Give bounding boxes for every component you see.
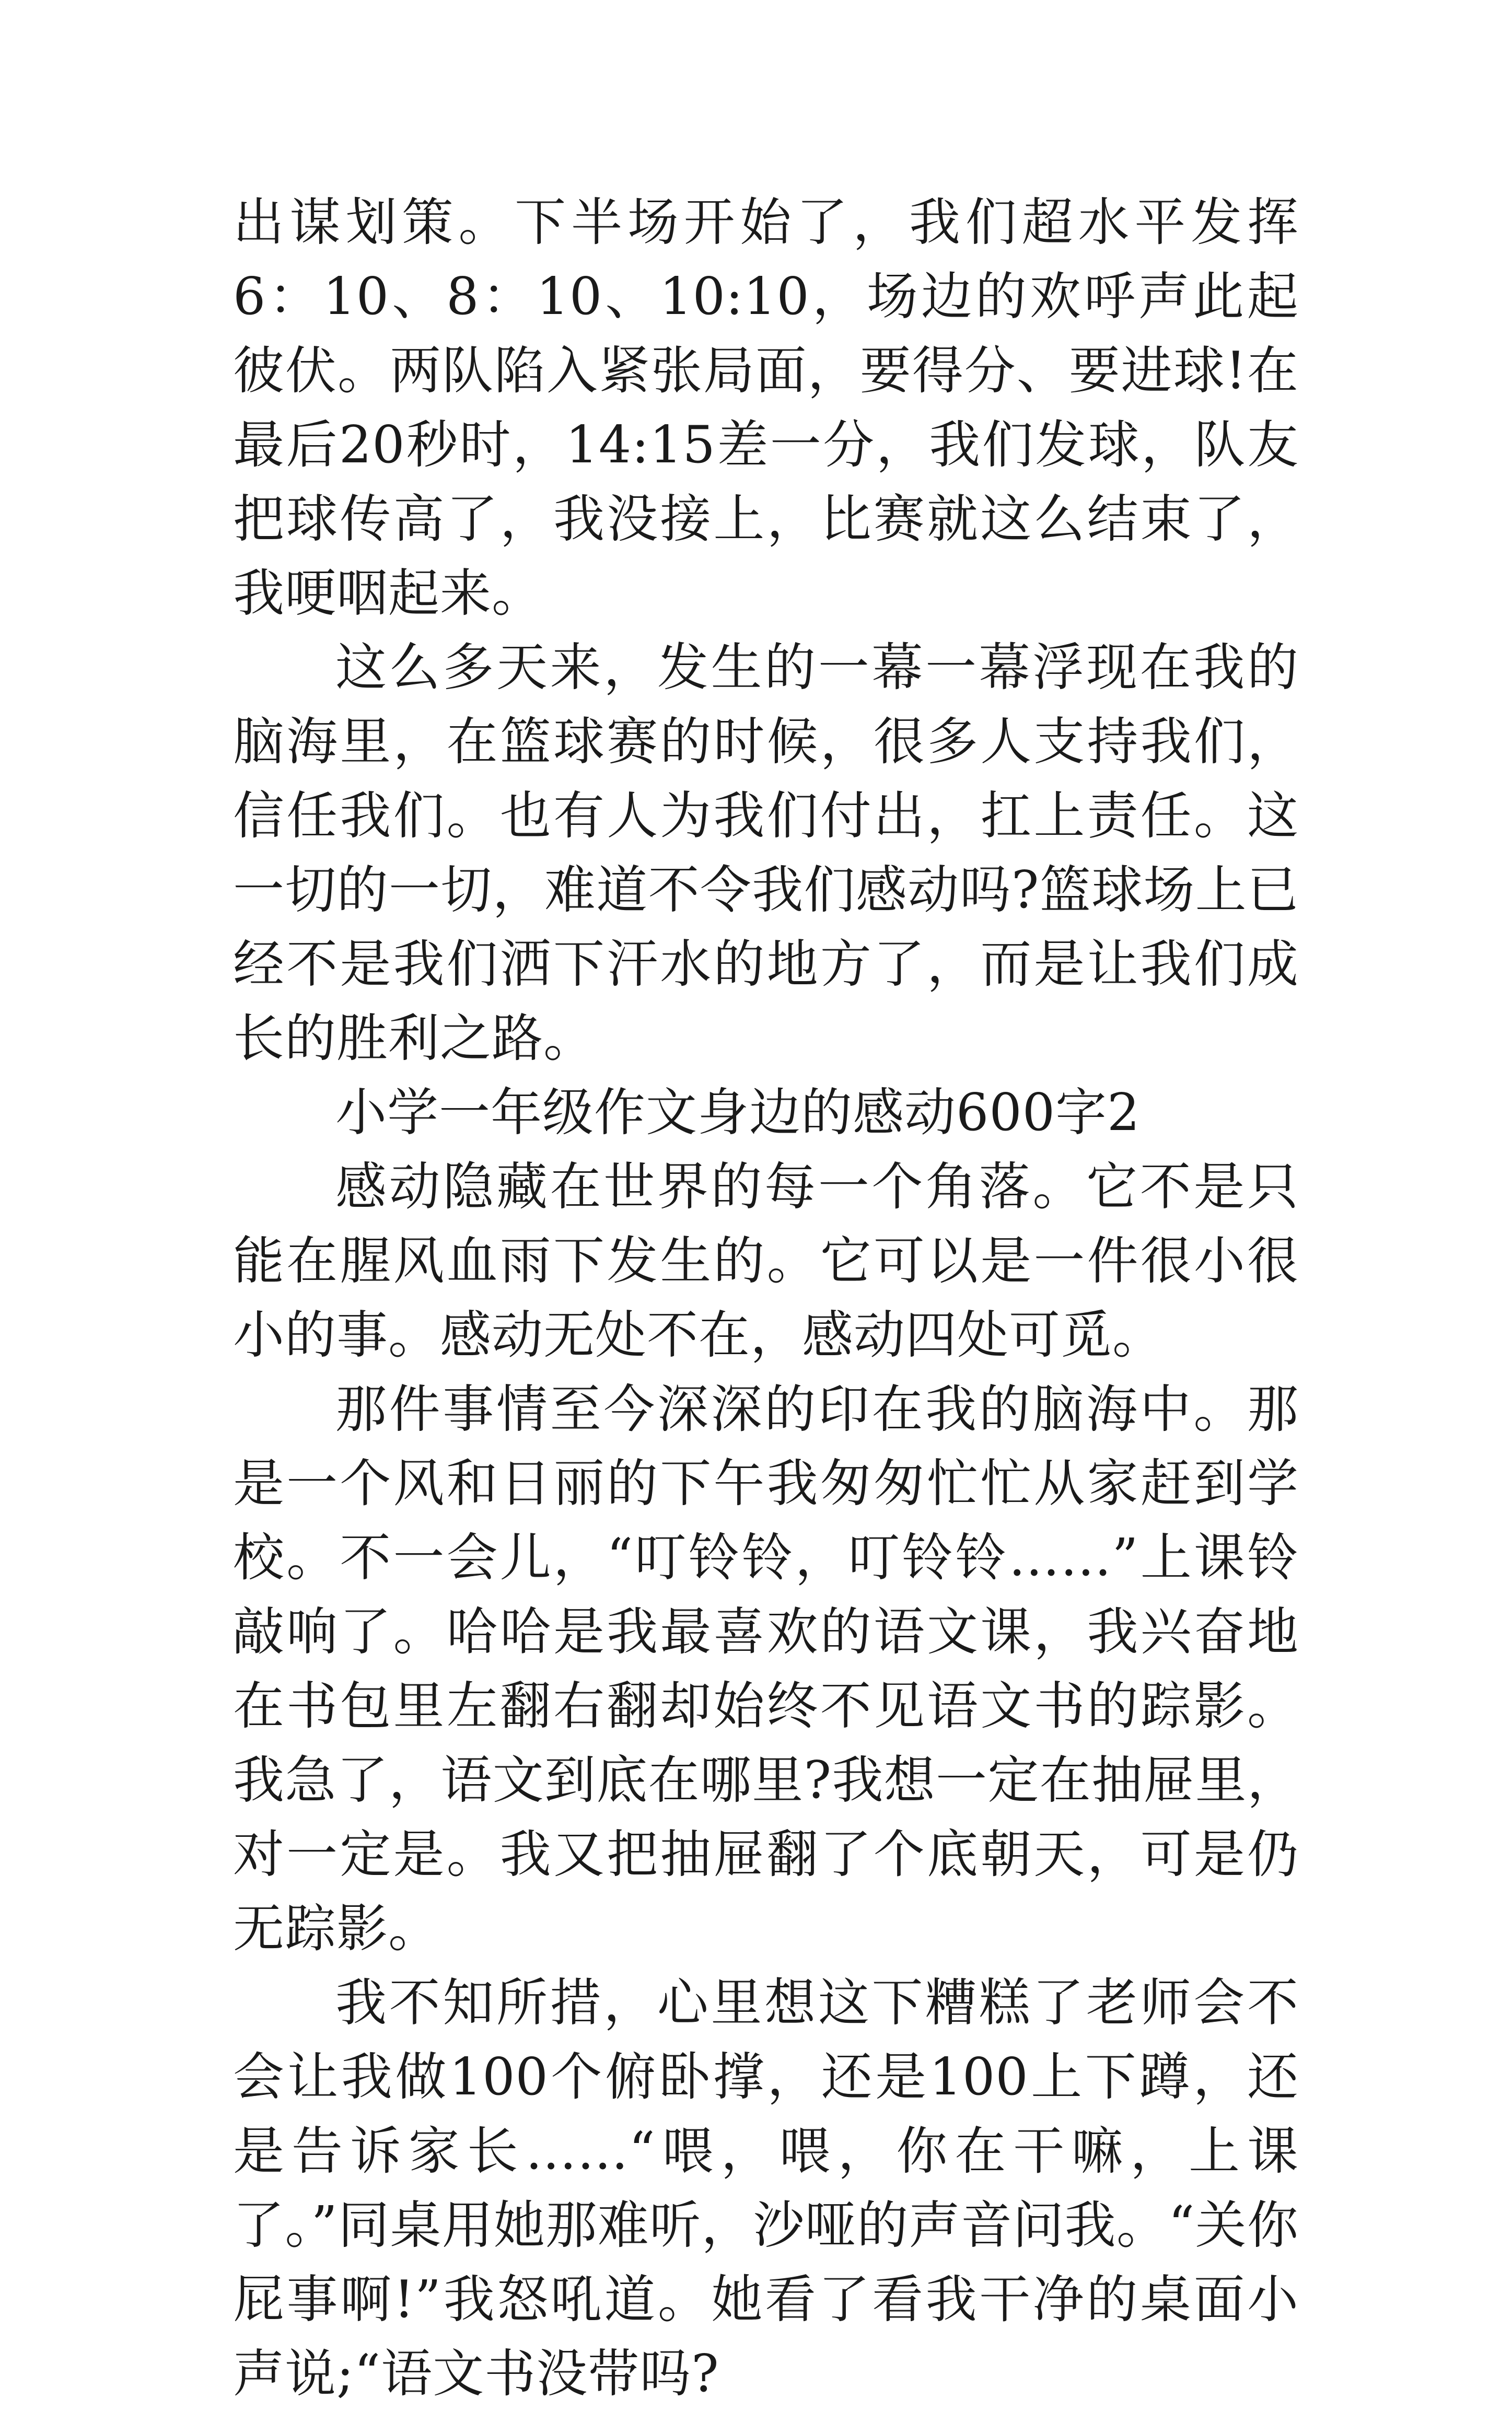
paragraph-3: 感动隐藏在世界的每一个角落。它不是只能在腥风血雨下发生的。它可以是一件很小很小的事。感动无处不在，感动四处可觅。: [233, 1157, 1299, 1365]
paragraph-5: 我不知所措，心里想这下糟糕了老师会不会让我做100个俯卧撑，还是100上下蹲，还是告诉家长……“喂，喂，你在干嘛，上课了。”同桌用她那难听，沙哑的声音问我。“关你屁事啊!”我怒吼道。她看了看我干净的桌面小声说;“语文书没带吗?: [233, 1973, 1299, 2404]
paragraph-4: 那件事情至今深深的印在我的脑海中。那是一个风和日丽的下午我匆匆忙忙从家赶到学校。不一会儿，“叮铃铃，叮铃铃……”上课铃敲响了。哈哈是我最喜欢的语文课，我兴奋地在书包里左翻右翻却始终不见语文书的踪影。我急了，语文到底在哪里?我想一定在抽屉里，对一定是。我又把抽屉翻了个底朝天，可是仍无踪影。: [233, 1380, 1299, 1959]
paragraph-2: 这么多天来，发生的一幕一幕浮现在我的脑海里，在篮球赛的时候，很多人支持我们，信任我们。也有人为我们付出，扛上责任。这一切的一切，难道不令我们感动吗?篮球场上已经不是我们洒下汗水的地方了，而是让我们成长的胜利之路。: [233, 638, 1299, 1068]
document-body: [233, 185, 1299, 2411]
paragraph-1: 出谋划策。下半场开始了，我们超水平发挥6：10、8：10、10:10，场边的欢呼声此起彼伏。两队陷入紧张局面，要得分、要进球!在最后20秒时，14:15差一分，我们发球，队友把球传高了，我没接上，比赛就这么结束了，我哽咽起来。: [233, 193, 1299, 623]
section-heading: 小学一年级作文身边的感动600字2: [335, 1083, 1141, 1143]
